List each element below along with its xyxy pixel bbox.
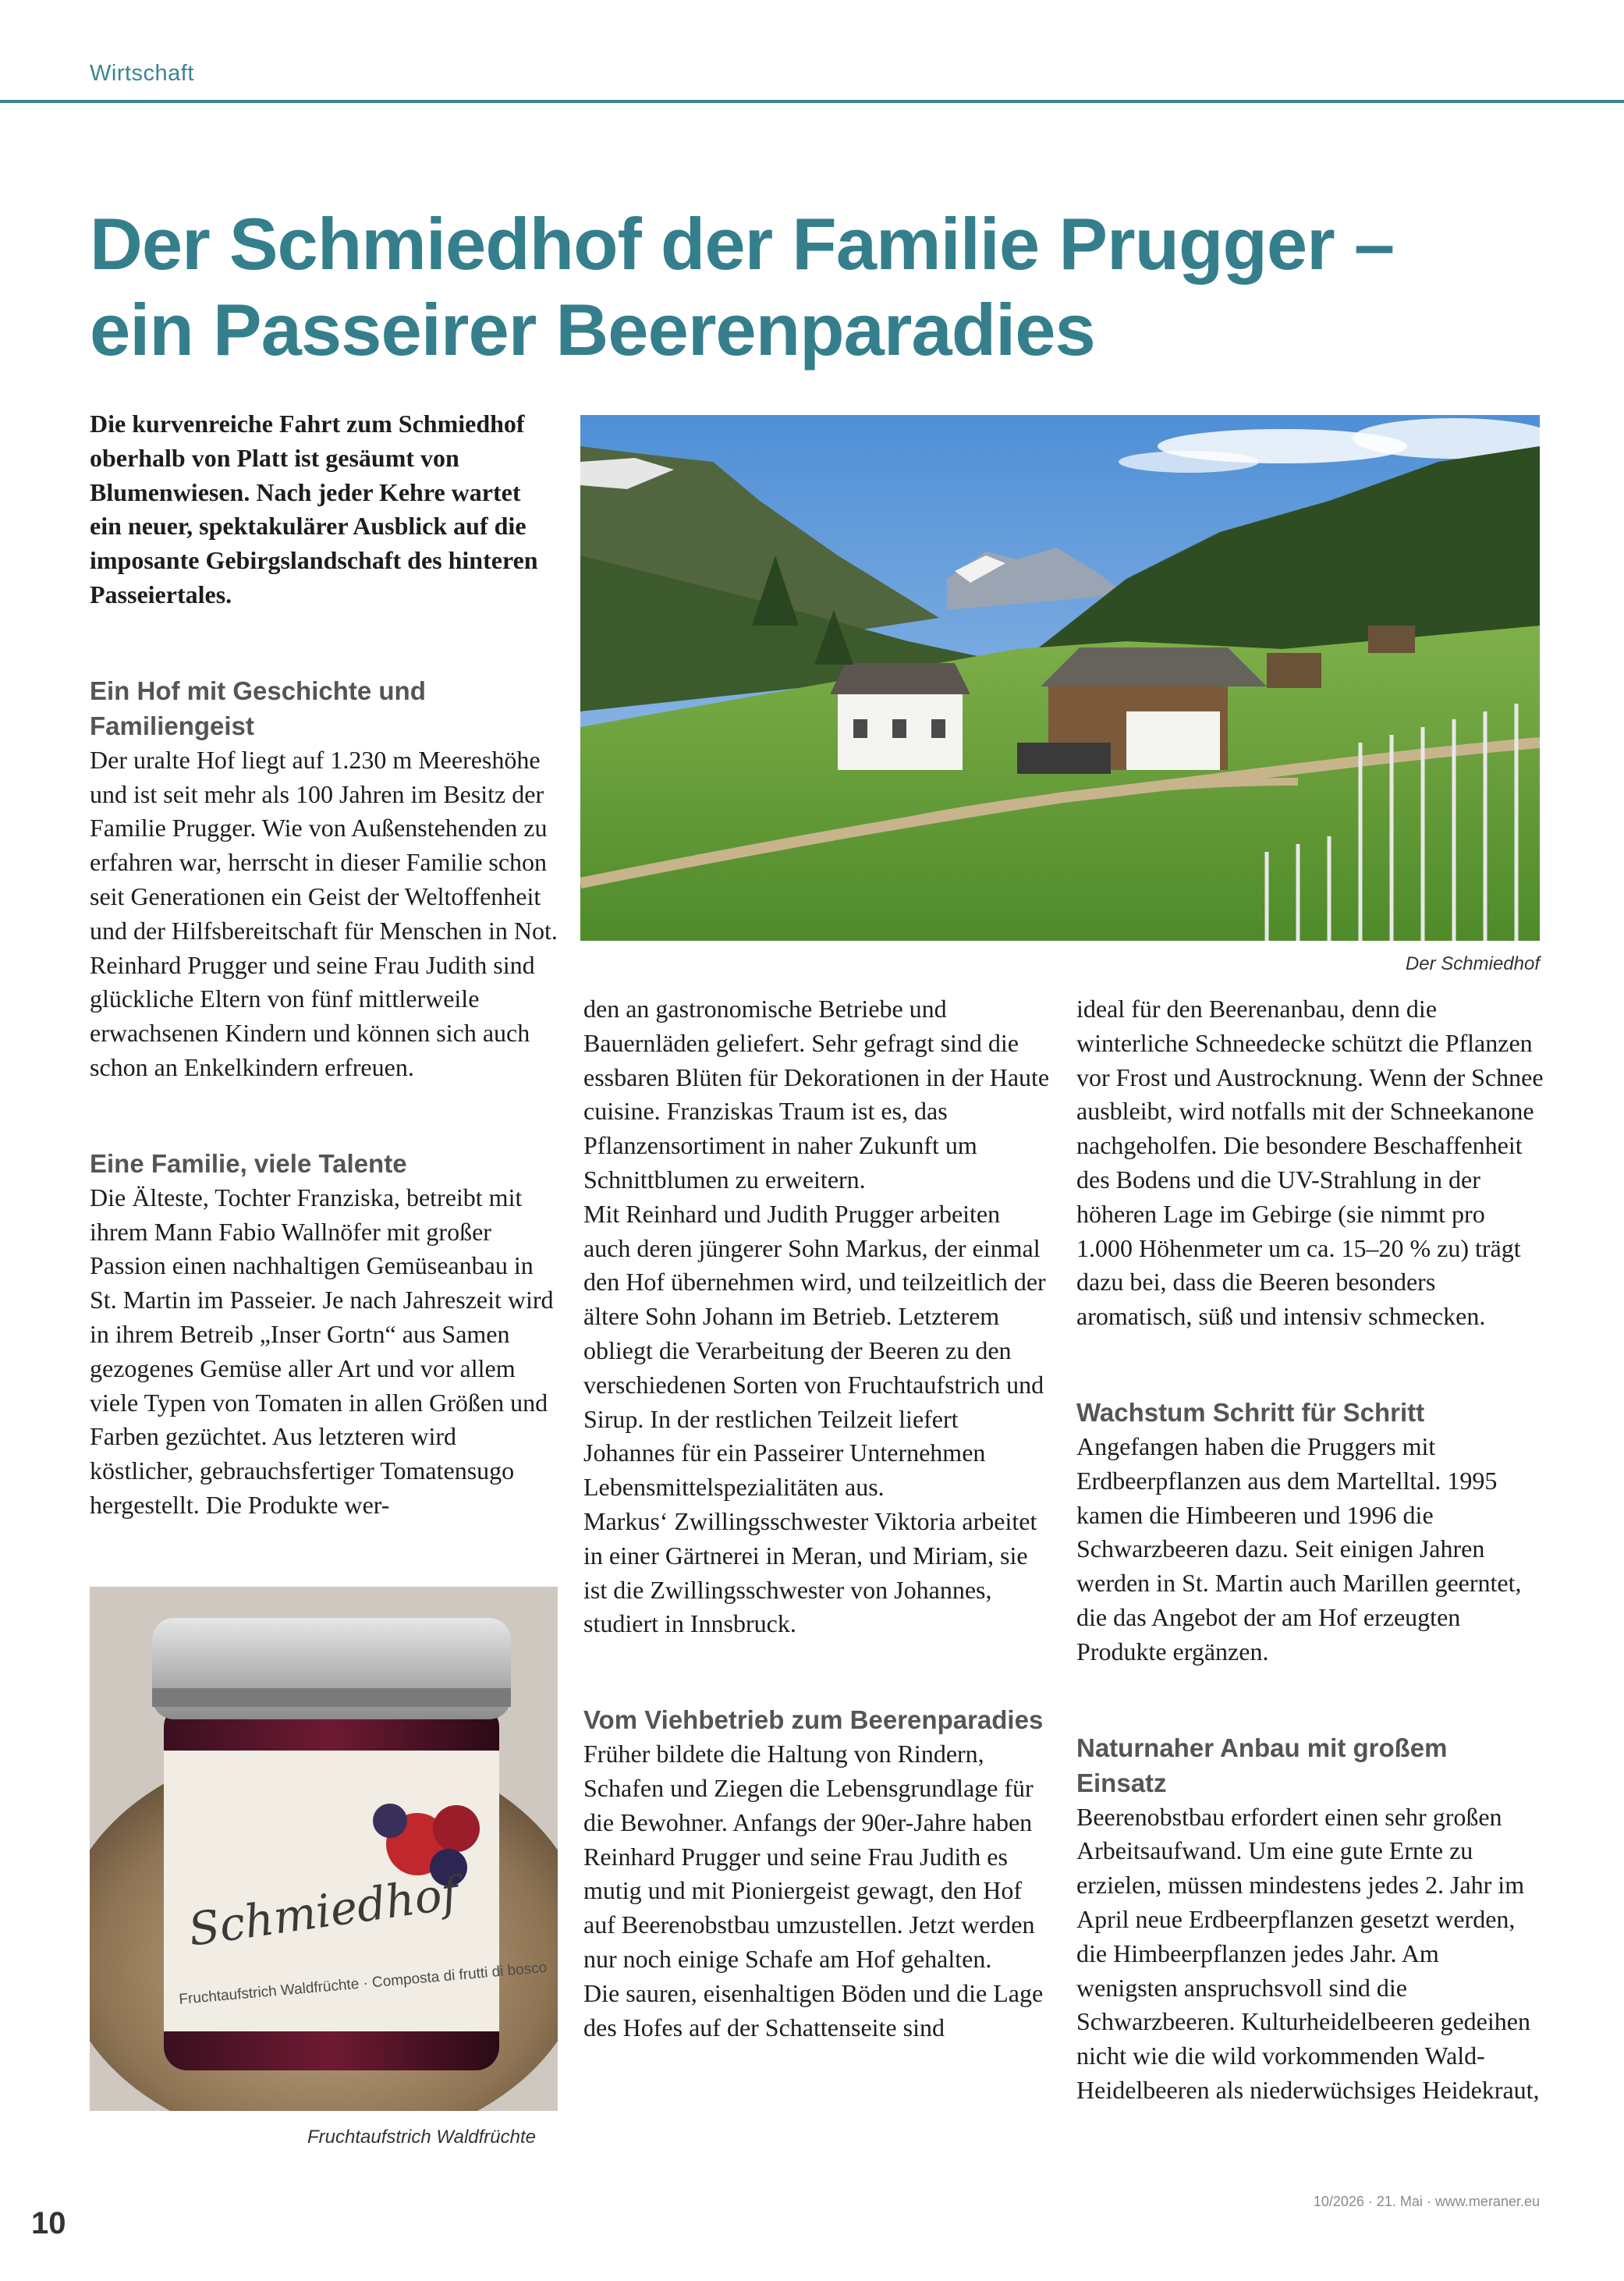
section-text-cultivation: Beerenobstbau erfordert einen sehr großen Arbeitsaufwand. Um eine gute Ernte zu erzielen, müssen mindestens jedes 2. Jahr im April neue Erdbeerpflanzen gesetzt werden, die Himbeerpflanzen jedes Jahr. Am wenigsten anspruchsvoll sind die Schwarzbeeren. Kulturheidelbeeren gedeihen nicht wie die wild vorkommenden Wald-Heidelbeeren als niederwüchsiges Heidekraut, — [1076, 1802, 1540, 2104]
column-3 — [1076, 992, 1544, 2108]
page-number: 10 — [31, 2206, 66, 2240]
jar-brand-label: Schmiedhof — [185, 1866, 462, 1956]
section-text-history: Der uralte Hof liegt auf 1.230 m Meereshöhe und ist seit mehr als 100 Jahren im Besitz der Familie Prugger. Wie von Außenstehenden zu erfahren war, herrscht in dieser Familie schon seit Generationen ein Geist der Weltoffenheit und der Hilfsbereitschaft für Menschen in Not. Reinhard Prugger und seine Frau Judith sind glückliche Eltern von fünf mittlerweile erwachsenen Kindern und können sich auch schon an Enkelkindern erfreuen. — [90, 745, 558, 1081]
section-text-growth: Angefangen haben die Pruggers mit Erdbeerpflanzen aus dem Martelltal. 1995 kamen die Himbeeren und 1996 die Schwarzbeeren dazu. Seit einigen Jahren werden in St. Martin auch Marillen geerntet, die das Angebot der am Hof erzeugten Produkte ergänzen. — [1076, 1431, 1522, 1666]
headline-line-1: Der Schmiedhof der Familie Prugger – — [90, 203, 1395, 285]
farm-photo-caption: Der Schmiedhof — [1405, 953, 1540, 974]
section-text-transition-2: Die sauren, eisenhaltigen Böden und die Lage des Hofes auf der Schattenseite sind — [583, 1978, 1044, 2042]
farm-photo — [580, 415, 1540, 941]
section-heading-history: Ein Hof mit Geschichte und Familiengeist — [90, 676, 426, 740]
col2-paragraph-2: Mit Reinhard und Judith Prugger arbeiten auch deren jüngerer Sohn Markus, der einmal den Hof übernehmen wird, und teilzeitlich der ältere Sohn Johann im Betrieb. Letzterem obliegt die Verarbeitung der Beeren zu den verschiedenen Sorten von Fruchtaufstrich und Sirup. In der restlichen Teilzeit liefert Johannes für ein Passeirer Unternehmen Lebensmittelspezialitäten aus. — [583, 1199, 1046, 1502]
header-rule — [0, 100, 1624, 103]
column-2 — [583, 992, 1051, 2045]
col2-paragraph-1: den an gastronomische Betriebe und Bauernläden geliefert. Sehr gefragt sind die essbaren Blüten für Dekorationen in der Haute cuisine. Franziskas Traum ist es, das Pflanzensortiment in naher Zukunft um Schnittblumen zu erweitern. — [583, 995, 1050, 1194]
section-text-talents: Die Älteste, Tochter Franziska, betreibt mit ihrem Mann Fabio Wallnöfer mit großer Passion einen nachhaltigen Gemüseanbau in St. Martin im Passeier. Je nach Jahreszeit wird in ihrem Betreib „Inser Gortn“ aus Samen gezogenes Gemüse aller Art und vor allem viele Typen von Tomaten in allen Größen und Farben gezüchtet. Aus letzteren wird köstlicher, gebrauchsfertiger Tomatensugo hergestellt. Die Produkte wer- — [90, 1183, 554, 1519]
section-heading-transition: Vom Viehbetrieb zum Beerenparadies — [583, 1705, 1044, 1735]
jar-photo-caption: Fruchtaufstrich Waldfrüchte — [307, 2127, 537, 2148]
headline-line-2: ein Passeirer Beerenparadies — [90, 289, 1095, 371]
section-heading-cultivation: Naturnaher Anbau mit großem Einsatz — [1076, 1733, 1448, 1797]
column-1 — [90, 407, 558, 1523]
col2-paragraph-3: Markus‘ Zwillingsschwester Viktoria arbeitet in einer Gärtnerei in Meran, und Miriam, sie ist die Zwillingsschwester von Johannes, studiert in Innsbruck. — [583, 1506, 1037, 1638]
section-text-transition-1: Früher bildete die Haltung von Rindern, Schafen und Ziegen die Lebensgrundlage für die Bewohner. Anfangs der 90er-Jahre haben Reinhard Prugger und seine Frau Judith es mutig und mit Pioniergeist gewagt, den Hof auf Beerenobstbau umzustellen. Jetzt werden nur noch einige Schafe am Hof gehalten. — [583, 1740, 1035, 1973]
jam-jar-photo — [90, 1587, 558, 2111]
article-headline — [90, 201, 1572, 373]
section-heading-talents: Eine Familie, viele Talente — [90, 1148, 407, 1178]
section-heading-growth: Wachstum Schritt für Schritt — [1076, 1397, 1425, 1427]
col3-paragraph-1: ideal für den Beerenanbau, denn die winterliche Schneedecke schützt die Pflanzen vor Frost und Austrocknung. Wenn der Schnee ausbleibt, wird notfalls mit der Schneekanone nachgeholfen. Die besondere Beschaffenheit des Bodens und die UV-Strahlung in der höheren Lage im Gebirge (sie nimmt pro 1.000 Höhenmeter um ca. 15–20 % zu) trägt dazu bei, dass die Beeren besonders aromatisch, süß und intensiv schmecken. — [1076, 995, 1544, 1331]
jar-product-label: Fruchtaufstrich Waldfrüchte · Composta di frutti di bosco — [178, 1959, 548, 2008]
section-label: Wirtschaft — [90, 61, 194, 86]
lead-paragraph: Die kurvenreiche Fahrt zum Schmiedhof oberhalb von Platt ist gesäumt von Blumenwiesen. Nach jeder Kehre wartet ein neuer, spektakulärer Ausblick auf die imposante Gebirgslandschaft des hinteren Passeiertales. — [90, 410, 538, 608]
footer-issue-info: 10/2026 · 21. Mai · www.meraner.eu — [1313, 2194, 1540, 2209]
